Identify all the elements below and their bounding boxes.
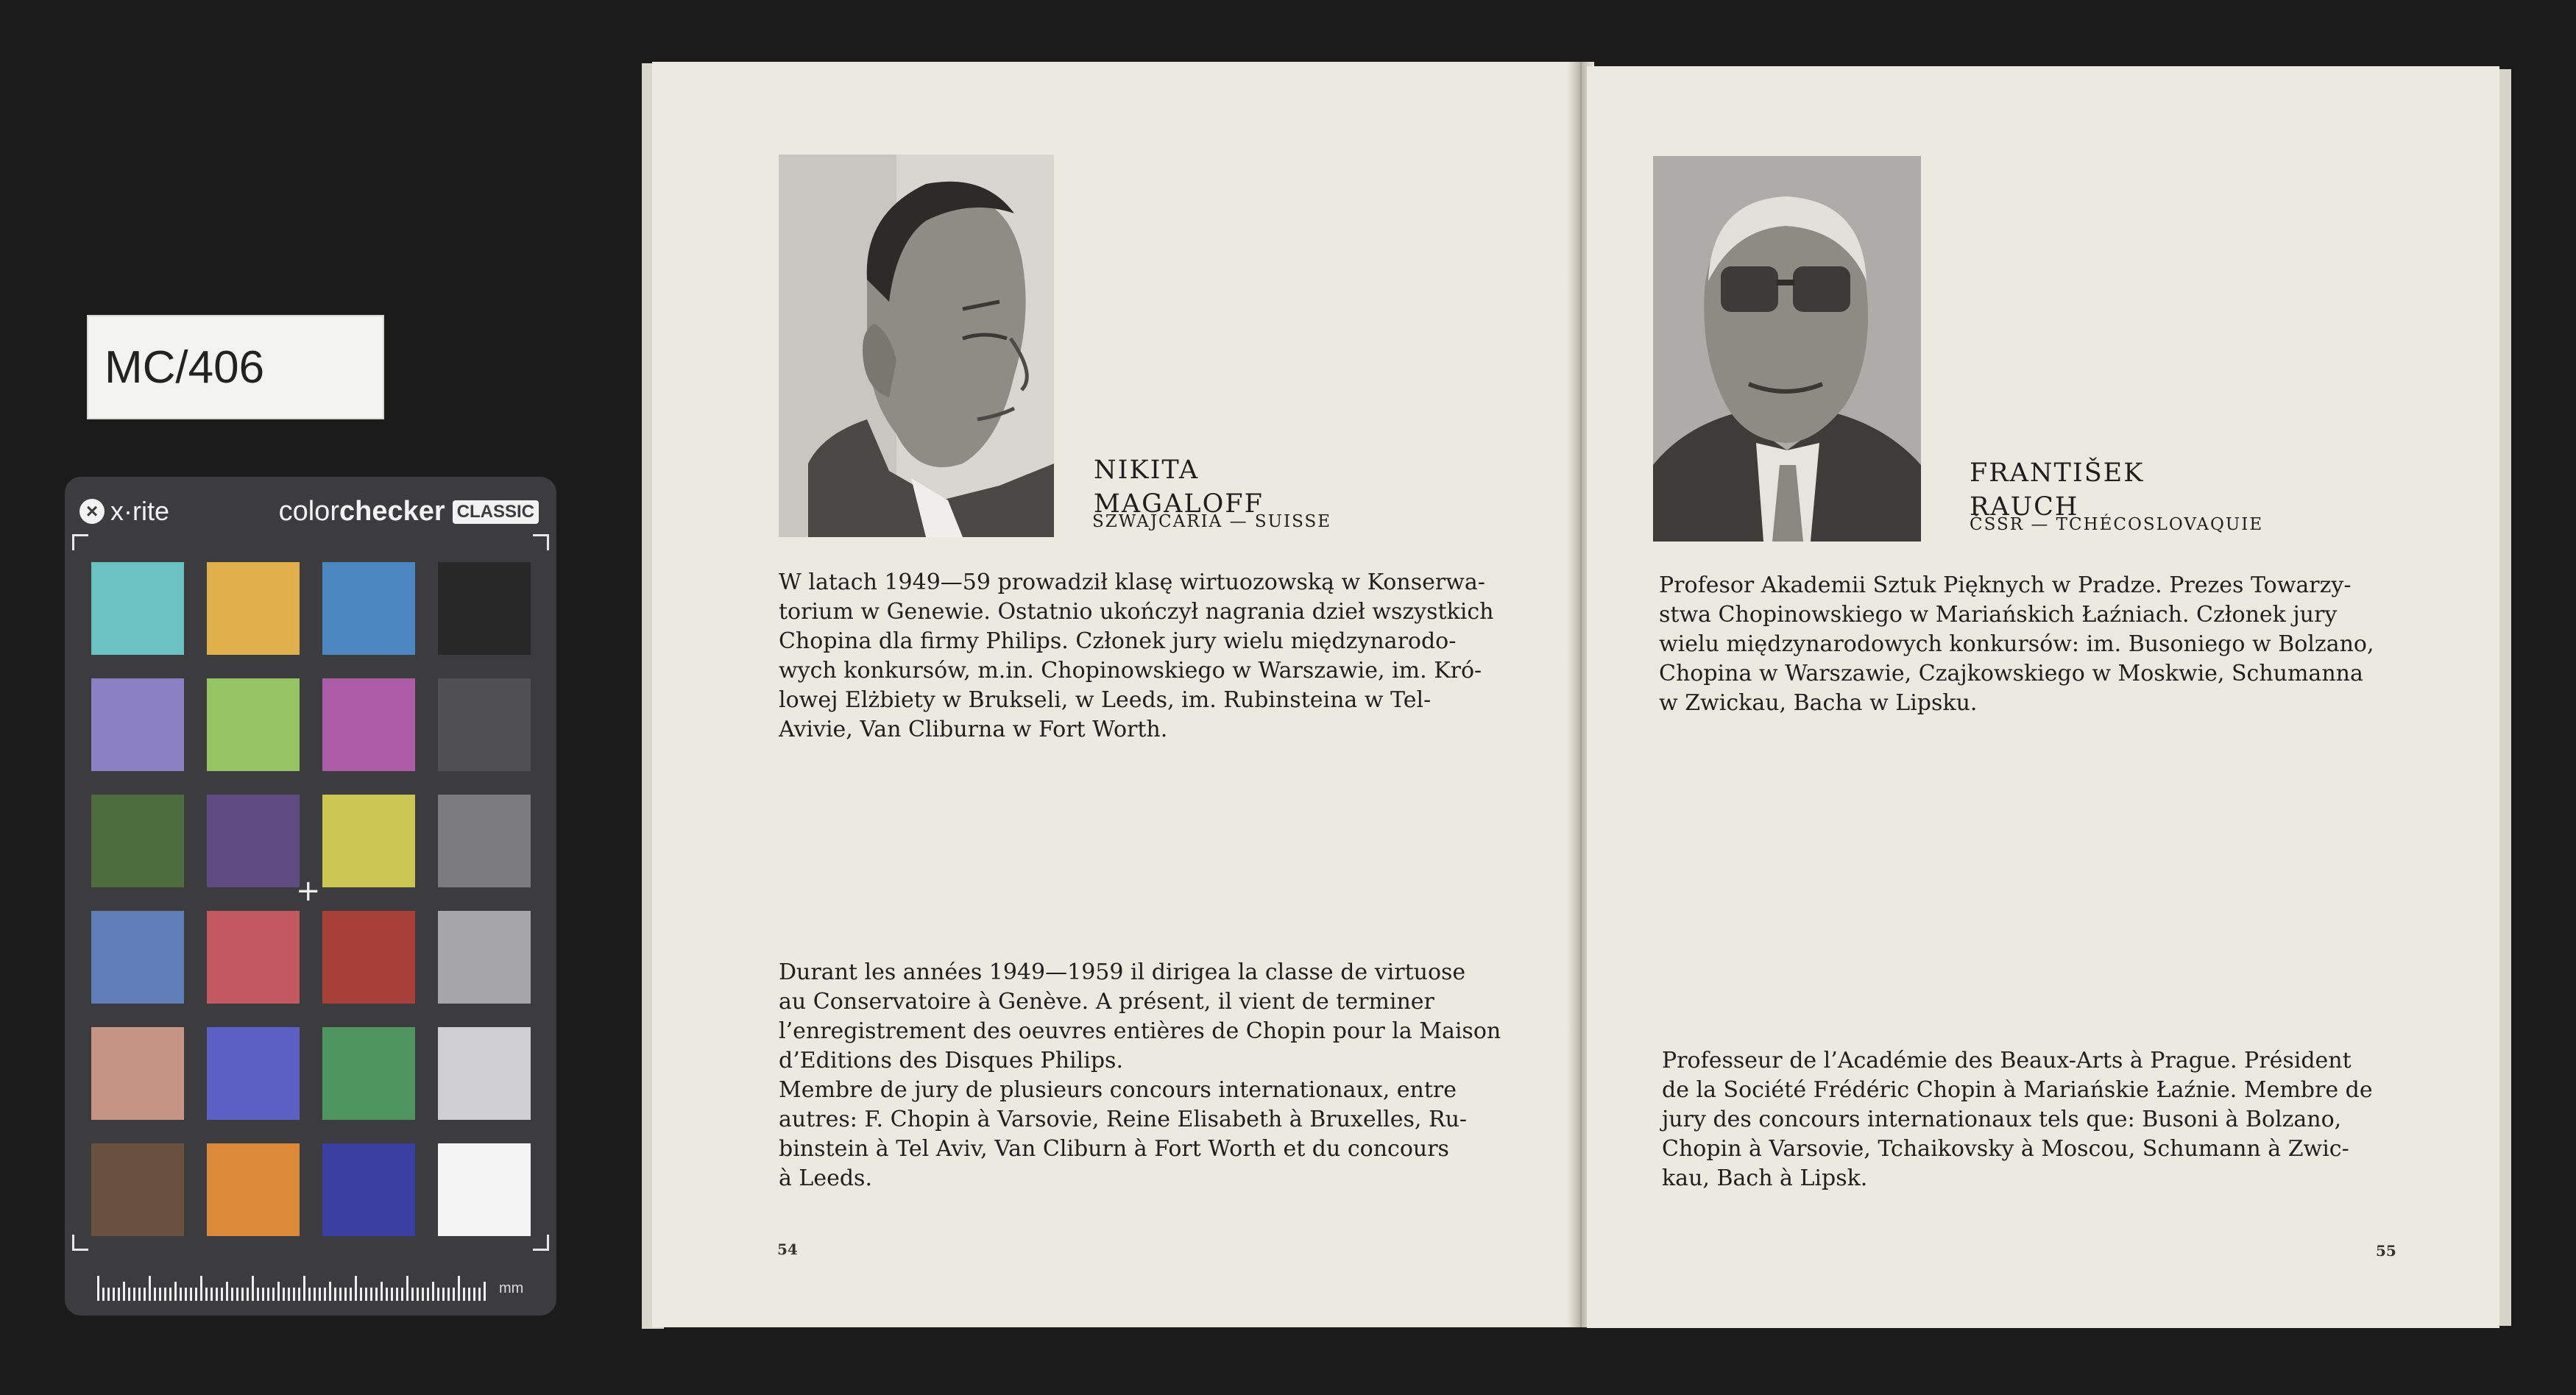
color-swatch: [322, 678, 415, 771]
ruler-tick: [298, 1288, 300, 1301]
color-swatch: [207, 1143, 300, 1236]
booklet-page-right: [1587, 66, 2499, 1328]
ruler-tick: [262, 1288, 264, 1301]
polish-biography: Profesor Akademii Sztuk Pięknych w Pradze. Prezes Towarzy- stwa Chopinowskiego w Mariańskich Łaźniach. Członek jury wielu międzynarodowych konkursów: im. Busoniego w Bolzano, Chopina w Warszawie, Czajkowskiego w Moskwie, Schumanna w Zwickau, Bacha w Lipsku.: [1659, 572, 2374, 716]
ruler-tick: [216, 1288, 218, 1301]
ruler-tick: [478, 1288, 481, 1301]
ruler-tick: [314, 1288, 316, 1301]
ruler-tick: [231, 1288, 233, 1301]
ruler-tick: [267, 1288, 269, 1301]
corner-mark-icon: [72, 1235, 88, 1251]
ruler-tick: [118, 1288, 120, 1301]
ruler-tick: [401, 1288, 403, 1301]
xrite-logo: × x·rite: [79, 496, 169, 527]
ruler-tick: [185, 1288, 187, 1301]
person-country: ČSSR — TCHÉCOSLOVAQUIE: [1970, 515, 2264, 534]
color-swatch: [91, 1143, 184, 1236]
ruler-tick: [159, 1288, 161, 1301]
color-swatch: [438, 1027, 531, 1120]
ruler-tick: [113, 1288, 115, 1301]
ruler-tick: [422, 1288, 424, 1301]
ruler-tick: [473, 1288, 475, 1301]
accession-tag: [87, 315, 384, 419]
ruler-tick: [344, 1288, 347, 1301]
ruler-tick: [365, 1288, 367, 1301]
color-checker-card: [65, 477, 556, 1316]
ruler-tick: [288, 1288, 290, 1301]
ruler-tick: [97, 1276, 99, 1301]
ruler-tick: [303, 1276, 305, 1301]
ruler-tick: [226, 1282, 228, 1301]
ruler-tick: [463, 1288, 465, 1301]
ruler-tick: [293, 1288, 295, 1301]
ruler-tick: [210, 1288, 213, 1301]
ruler-tick: [241, 1288, 244, 1301]
color-swatch: [91, 678, 184, 771]
colorchecker-title: colorchecker CLASSIC: [279, 496, 539, 528]
booklet-page-left: [652, 62, 1579, 1327]
ruler-tick: [283, 1288, 285, 1301]
ruler-tick: [319, 1288, 321, 1301]
ruler-tick: [391, 1288, 393, 1301]
corner-mark-icon: [533, 534, 549, 550]
ruler-tick: [164, 1288, 166, 1301]
ruler-tick: [453, 1288, 455, 1301]
ruler-tick: [128, 1288, 130, 1301]
ruler-tick: [375, 1288, 378, 1301]
color-swatch: [207, 678, 300, 771]
color-swatch: [322, 911, 415, 1004]
ruler-tick: [386, 1288, 388, 1301]
crosshair-icon: +: [296, 874, 321, 908]
ruler-tick: [437, 1288, 439, 1301]
ruler-tick: [360, 1288, 362, 1301]
corner-mark-icon: [72, 534, 88, 550]
classic-badge: CLASSIC: [453, 500, 539, 524]
ruler-tick: [123, 1282, 125, 1301]
ruler-tick: [144, 1288, 146, 1301]
ruler-tick: [277, 1282, 280, 1301]
ruler-tick: [396, 1288, 398, 1301]
page-number: 54: [777, 1240, 798, 1258]
color-swatch: [322, 562, 415, 655]
ruler-tick: [247, 1288, 249, 1301]
ruler-tick: [417, 1288, 419, 1301]
ruler-tick: [350, 1288, 352, 1301]
ruler-tick: [257, 1288, 259, 1301]
color-swatch: [438, 562, 531, 655]
ruler-tick: [200, 1276, 202, 1301]
ruler-tick: [355, 1276, 357, 1301]
ruler-tick: [133, 1288, 135, 1301]
color-swatch: [91, 795, 184, 887]
ruler-tick: [381, 1282, 383, 1301]
ruler-tick: [432, 1282, 434, 1301]
ruler-tick: [252, 1276, 254, 1301]
ruler-tick: [324, 1288, 326, 1301]
color-swatch: [322, 795, 415, 887]
ruler-tick: [138, 1288, 141, 1301]
ruler-tick: [308, 1288, 311, 1301]
person-country: SZWAJCARIA — SUISSE: [1092, 512, 1332, 531]
ruler-tick: [334, 1288, 336, 1301]
accession-number: MC/406: [105, 341, 265, 393]
color-swatch: [91, 1027, 184, 1120]
french-biography: Professeur de l’Académie des Beaux-Arts à Prague. Président de la Société Frédéric Chopin à Mariańskie Łaźnie. Membre de jury des concours internationaux tels que: Busoni à Bolzano, Chopin à Varsovie, Tchaikovsky à Moscou, Schumann à Zwic- kau, Bach à Lipsk.: [1662, 1048, 2373, 1191]
color-swatch: [207, 795, 300, 887]
ruler-tick: [174, 1282, 177, 1301]
corner-mark-icon: [533, 1235, 549, 1251]
french-biography: Durant les années 1949—1959 il dirigea la classe de virtuose au Conservatoire à Genève. A présent, il vient de terminer l’enregistrement des oeuvres entières de Chopin pour la Maison d’Editions des Disques Philips. Membre de jury de plusieurs concours internationaux, entre autres: F. Chopin à Varsovie, Reine Elisabeth à Bruxelles, Ru- binstein à Tel Aviv, Van Cliburn à Fort Worth et du concours à Leeds.: [779, 959, 1501, 1191]
color-swatch: [438, 678, 531, 771]
ruler-tick: [458, 1276, 460, 1301]
ruler-tick: [102, 1288, 105, 1301]
ruler-tick: [442, 1288, 445, 1301]
color-swatch: [207, 1027, 300, 1120]
color-swatch: [438, 911, 531, 1004]
xrite-mark-icon: ×: [79, 499, 105, 524]
color-swatch: [322, 1027, 415, 1120]
person-name: NIKITA MAGALOFF: [1094, 455, 1264, 519]
ruler-tick: [427, 1288, 429, 1301]
portrait-photo-magaloff: [779, 155, 1054, 537]
ruler-tick: [221, 1288, 223, 1301]
ruler-tick: [195, 1288, 197, 1301]
color-swatch: [207, 562, 300, 655]
polish-biography: W latach 1949—59 prowadził klasę wirtuozowską w Konserwa- torium w Genewie. Ostatnio ukończył nagrania dzieł wszystkich Chopina dla firmy Philips. Członek jury wielu międzynarodo- wych konkursów, m.in. Chopinowskiego w Warszawie, im. Kró- lowej Elżbiety w Brukseli, w Leeds, im. Rubinsteina w Tel- Avivie, Van Cliburna w Fort Worth.: [779, 569, 1494, 742]
ruler-tick: [107, 1288, 110, 1301]
portrait-photo-rauch: [1653, 156, 1921, 542]
ruler-tick: [169, 1288, 171, 1301]
page-number: 55: [2376, 1242, 2396, 1260]
color-swatch: [91, 911, 184, 1004]
ruler-tick: [190, 1288, 192, 1301]
ruler-tick: [180, 1288, 182, 1301]
ruler-tick: [447, 1288, 450, 1301]
color-swatch: [207, 911, 300, 1004]
ruler-tick: [149, 1276, 151, 1301]
ruler-tick: [205, 1288, 208, 1301]
ruler-tick: [406, 1276, 408, 1301]
color-swatch: [322, 1143, 415, 1236]
person-name: FRANTIŠEK RAUCH: [1970, 458, 2145, 522]
ruler-tick: [370, 1288, 372, 1301]
mm-ruler: [97, 1274, 495, 1301]
ruler-tick: [154, 1288, 156, 1301]
color-swatch: [91, 562, 184, 655]
ruler-tick: [411, 1288, 414, 1301]
color-swatch: [438, 1143, 531, 1236]
ruler-tick: [329, 1282, 331, 1301]
ruler-tick: [484, 1282, 486, 1301]
ruler-tick: [272, 1288, 275, 1301]
ruler-unit-label: mm: [499, 1280, 524, 1296]
ruler-tick: [339, 1288, 342, 1301]
ruler-tick: [236, 1288, 238, 1301]
ruler-tick: [468, 1288, 470, 1301]
color-swatch: [438, 795, 531, 887]
